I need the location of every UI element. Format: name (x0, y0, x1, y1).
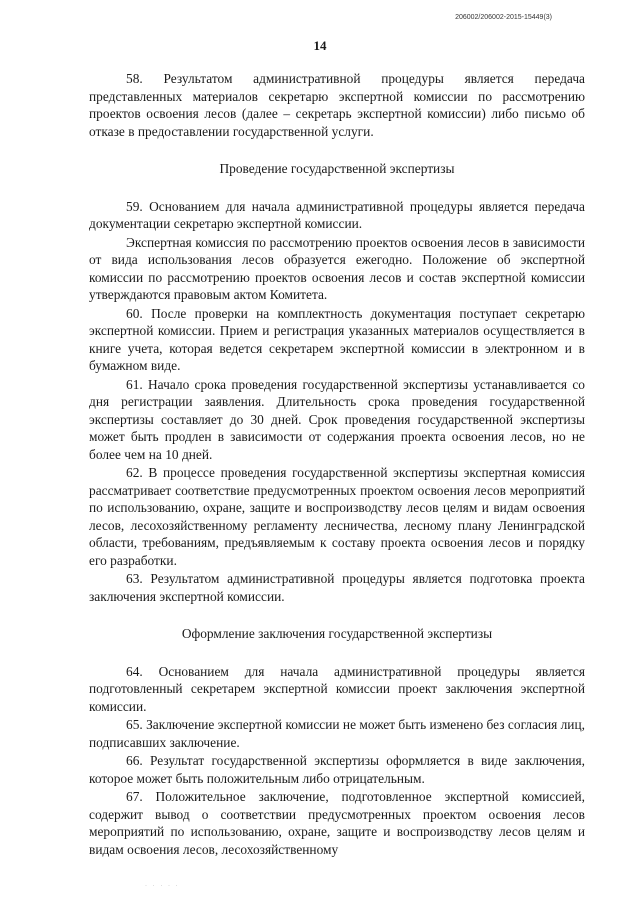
section-heading: Оформление заключения государственной экспертизы (181, 626, 493, 641)
scan-artifact: · · · · · (145, 883, 180, 889)
paragraph: 66. Результат государственной экспертизы оформляется в виде заключения, которое может быть положительным либо отрицательным. (89, 753, 585, 786)
paragraph: 60. После проверки на комплектность документация поступает секретарю экспертной комиссии. Прием и регистрация указанных материалов осуществляется в книге учета, которая ведется секретарем экспертной комиссии в электронном и в бумажном виде. (89, 305, 585, 373)
paragraph: 63. Результатом административной процедуры является подготовка проекта заключения экспертной комиссии. (89, 571, 585, 604)
paragraph: 62. В процессе проведения государственной экспертизы экспертная комиссия рассматривает соответствие предусмотренных проектом освоения лесов мероприятий по использованию, охране, защите и воспроизводству лесов целям и видам освоения лесов, лесохозяйственному регламенту лесничества, лесному плану Ленинградской области, требованиям, предъявляемым к составу проекта освоения лесов и порядку его разработки. (89, 465, 585, 568)
section-heading: Проведение государственной экспертизы (219, 161, 455, 176)
document-code: 206002/206002-2015-15449(3) (455, 14, 552, 21)
page-number: 14 (313, 38, 327, 53)
paragraph: 67. Положительное заключение, подготовленное экспертной комиссией, содержит вывод о соответствии предусмотренных проектом освоения лесов мероприятий по использованию, охране, защите и воспроизводству лесов целям и видам освоения лесов, лесохозяйственному (89, 789, 585, 857)
paragraph: 64. Основанием для начала административной процедуры является подготовленный секретарем экспертной комиссии проект заключения экспертной комиссии. (89, 663, 585, 714)
paragraph: 65. Заключение экспертной комиссии не может быть изменено без согласия лиц, подписавших заключение. (89, 717, 585, 750)
paragraph: 58. Результатом административной процедуры является передача представленных материалов секретарю экспертной комиссии по рассмотрению проектов освоения лесов (далее – секретарь экспертной комиссии) либо письмо об отказе в предоставлении государственной услуги. (89, 71, 585, 139)
paragraph: 61. Начало срока проведения государственной экспертизы устанавливается со дня регистрации заявления. Длительность срока проведения государственной экспертизы составляет до 30 дней. Срок проведения государственной экспертизы может быть продлен в зависимости от содержания проекта освоения лесов, но не более чем на 10 дней. (89, 376, 585, 462)
paragraph: 59. Основанием для начала административной процедуры является передача документации секретарю экспертной комиссии. (89, 198, 585, 231)
paragraph: Экспертная комиссия по рассмотрению проектов освоения лесов в зависимости от вида использования лесов образуется ежегодно. Положение об экспертной комиссии по рассмотрению проектов освоения лесов и состав экспертной комиссии утверждаются правовым актом Комитета. (89, 234, 585, 302)
document-body (89, 70, 585, 859)
